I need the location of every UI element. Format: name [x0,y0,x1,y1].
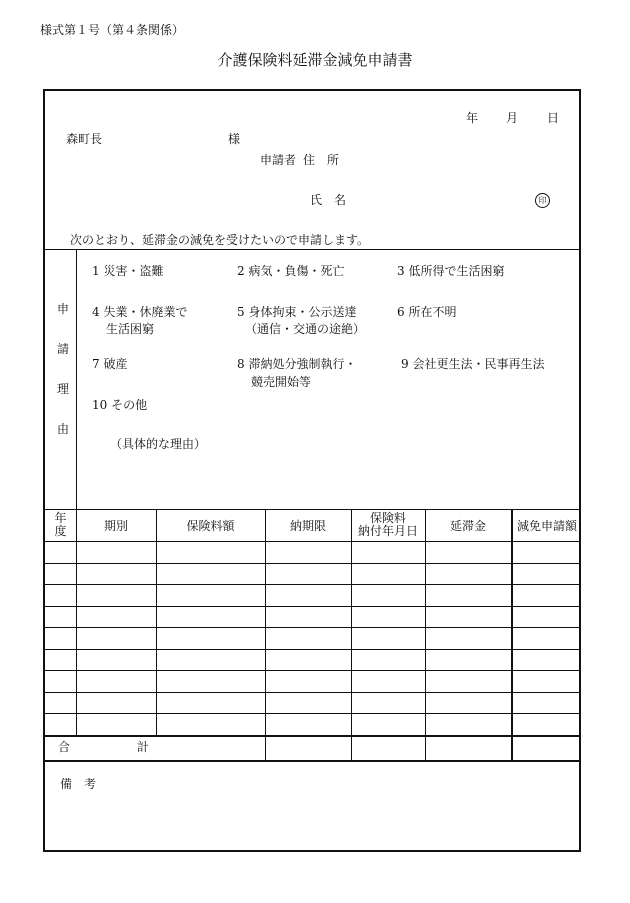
header-premium: 保険料額 [186,519,235,533]
reason-item: 4 失業・休廃業で [92,305,188,319]
reason-side-label-2: 請 [57,342,70,356]
reason-item: 1 災害・盗難 [92,264,164,278]
header-late-fee: 延滞金 [449,519,486,533]
specific-reason-label: （具体的な理由） [110,437,207,451]
date-day-label: 日 [547,111,560,125]
seal-mark: 印 [535,193,550,208]
applicant-label: 申請者 [260,153,297,167]
reason-item: 3 低所得で生活困窮 [397,264,505,278]
reason-item-cont: 競売開始等 [251,375,312,389]
reason-item: 6 所在不明 [397,305,457,319]
reason-side-label-4: 由 [57,422,70,436]
reason-side-label-1: 申 [57,302,70,316]
reason-item: 10 その他 [92,398,148,412]
header-due-date: 納期限 [289,519,326,533]
reason-side-label-3: 理 [57,382,70,396]
date-year-label: 年 [466,111,479,125]
reason-item-cont: （通信・交通の途絶） [245,322,366,336]
header-year: 年 度 [54,511,67,538]
name-label: 氏 名 [310,193,347,207]
date-month-label: 月 [506,111,519,125]
addressee: 森町長 [66,132,103,146]
total-label: 計 [137,739,150,754]
header-exemption: 減免申請額 [516,519,577,533]
honorific: 様 [228,132,241,146]
reason-item-cont: 生活困窮 [106,322,155,336]
statement: 次のとおり、延滞金の減免を受けたいので申請します。 [70,233,370,247]
reason-item: 7 破産 [92,357,128,371]
header-period: 期別 [103,519,128,533]
form-title: 介護保険料延滞金減免申請書 [217,51,413,69]
form-frame [43,89,581,852]
reason-item: 9 会社更生法・民事再生法 [401,357,545,371]
address-label: 住 所 [303,153,340,167]
reason-item: 5 身体拘束・公示送達 [237,305,357,319]
reason-item: 8 滞納処分強制執行・ [237,357,357,371]
remarks-label: 備 考 [60,777,97,791]
form-number: 様式第１号（第４条関係） [40,23,185,37]
total-label: 合 [58,739,71,754]
header-paid-date: 保険料 納付年月日 [357,511,418,538]
reason-item: 2 病気・負傷・死亡 [237,264,345,278]
